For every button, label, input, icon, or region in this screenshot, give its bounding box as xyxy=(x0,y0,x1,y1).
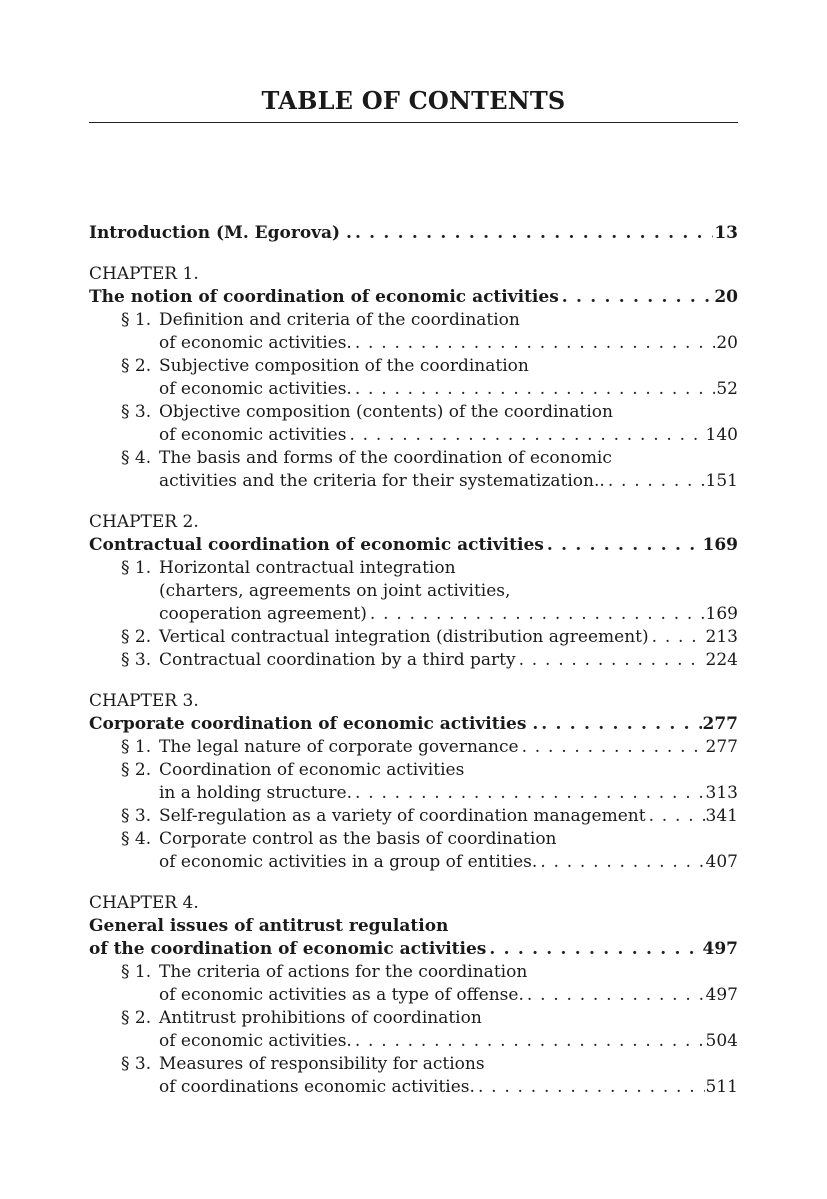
section-page: 151 xyxy=(705,471,738,491)
chapter-heading[interactable] xyxy=(89,713,738,736)
section-title-final xyxy=(159,649,738,672)
leader-dots xyxy=(547,534,702,557)
chapter-label: CHAPTER 2. xyxy=(89,512,199,532)
section-number xyxy=(89,736,159,759)
section-number xyxy=(89,355,159,401)
section-entry[interactable] xyxy=(89,557,738,626)
section-page: 511 xyxy=(705,1077,738,1097)
section-page: 313 xyxy=(705,783,738,803)
section-page: 407 xyxy=(705,852,738,872)
section-number xyxy=(89,626,159,649)
section-title-text: activities and the criteria for their systematization.. xyxy=(159,471,605,491)
section-title-line: The basis and forms of the coordination of economic xyxy=(159,448,612,468)
section-entry[interactable] xyxy=(89,759,738,805)
section-number-text: § 1. xyxy=(121,558,152,578)
section-entry[interactable] xyxy=(89,649,738,672)
section-body xyxy=(159,649,738,672)
section-entry[interactable] xyxy=(89,447,738,493)
section-entry[interactable] xyxy=(89,828,738,874)
section-title-text: of economic activities. xyxy=(159,333,352,353)
section-number-text: § 3. xyxy=(121,806,152,826)
section-title-final xyxy=(159,1076,738,1099)
section-title-text: of economic activities as a type of offense. xyxy=(159,985,524,1005)
section-title-text: The legal nature of corporate governance xyxy=(159,737,519,757)
section-number xyxy=(89,828,159,874)
section-page: 277 xyxy=(705,737,738,757)
section-title-line: Horizontal contractual integration xyxy=(159,558,456,578)
page-title: TABLE OF CONTENTS xyxy=(261,86,566,115)
chapter-label: CHAPTER 3. xyxy=(89,691,199,711)
section-title-final xyxy=(159,378,738,401)
leader-dots xyxy=(562,286,714,309)
section-body xyxy=(159,805,738,828)
section-page: 224 xyxy=(705,650,738,670)
section-page: 213 xyxy=(705,627,738,647)
section-body xyxy=(159,626,738,649)
leader-dots xyxy=(489,938,701,961)
chapter-heading[interactable] xyxy=(89,286,738,309)
leader-dots xyxy=(527,984,705,1007)
section-title-final xyxy=(159,424,738,447)
chapter-heading-text: Contractual coordination of economic activities xyxy=(89,535,544,555)
section-body xyxy=(159,447,738,493)
section-number-text: § 1. xyxy=(121,962,152,982)
chapter-heading-line: General issues of antitrust regulation xyxy=(89,916,449,936)
leader-dots xyxy=(608,470,705,493)
section-page: 169 xyxy=(705,604,738,624)
section-number-text: § 1. xyxy=(121,737,152,757)
section-body xyxy=(159,355,738,401)
section-body xyxy=(159,961,738,1007)
leader-dots xyxy=(370,603,705,626)
section-body xyxy=(159,759,738,805)
section-entry[interactable] xyxy=(89,355,738,401)
section-page: 497 xyxy=(705,985,738,1005)
section-number-text: § 2. xyxy=(121,627,152,647)
chapter-heading[interactable] xyxy=(89,534,738,557)
section-title-final xyxy=(159,626,738,649)
section-number xyxy=(89,447,159,493)
section-number-text: § 3. xyxy=(121,1054,152,1074)
section-entry[interactable] xyxy=(89,805,738,828)
section-number-text: § 4. xyxy=(121,829,152,849)
leader-dots xyxy=(355,378,716,401)
section-title-final xyxy=(159,1030,738,1053)
section-entry[interactable] xyxy=(89,401,738,447)
section-number xyxy=(89,649,159,672)
leader-dots xyxy=(349,424,704,447)
section-entry[interactable] xyxy=(89,961,738,1007)
toc-list xyxy=(89,222,738,1099)
section-body xyxy=(159,1053,738,1099)
section-number xyxy=(89,1053,159,1099)
chapter-page: 20 xyxy=(714,287,738,307)
section-body xyxy=(159,309,738,355)
section-number xyxy=(89,557,159,626)
section-number-text: § 3. xyxy=(121,650,152,670)
section-title-final xyxy=(159,332,738,355)
section-title-line: Objective composition (contents) of the coordination xyxy=(159,402,613,422)
section-title-line: The criteria of actions for the coordination xyxy=(159,962,528,982)
section-title-line: Definition and criteria of the coordination xyxy=(159,310,520,330)
section-title-line: Measures of responsibility for actions xyxy=(159,1054,485,1074)
section-page: 341 xyxy=(705,806,738,826)
leader-dots xyxy=(540,851,704,874)
section-body xyxy=(159,736,738,759)
section-title-text: of economic activities xyxy=(159,425,347,445)
section-number xyxy=(89,401,159,447)
leader-dots xyxy=(355,222,713,245)
section-number-text: § 3. xyxy=(121,402,152,422)
chapter-heading-text: of the coordination of economic activities xyxy=(89,939,487,959)
toc-entry-introduction[interactable] xyxy=(89,222,738,245)
section-body xyxy=(159,828,738,874)
section-title-final xyxy=(159,736,738,759)
section-title-final xyxy=(159,805,738,828)
section-number xyxy=(89,759,159,805)
chapter-heading-text: The notion of coordination of economic activities xyxy=(89,287,559,307)
chapter-label: CHAPTER 4. xyxy=(89,893,199,913)
section-title-text: of economic activities in a group of entities. xyxy=(159,852,538,872)
section-page: 52 xyxy=(716,379,738,399)
chapter-page: 169 xyxy=(702,535,738,555)
section-title-text: in a holding structure. xyxy=(159,783,353,803)
section-entry[interactable] xyxy=(89,1053,738,1099)
section-body xyxy=(159,1007,738,1053)
section-title-text: Vertical contractual integration (distribution agreement) xyxy=(159,627,649,647)
section-number xyxy=(89,309,159,355)
leader-dots xyxy=(355,1030,705,1053)
section-page: 20 xyxy=(716,333,738,353)
section-entry[interactable] xyxy=(89,736,738,759)
leader-dots xyxy=(519,649,705,672)
section-title-line: Coordination of economic activities xyxy=(159,760,465,780)
section-entry[interactable] xyxy=(89,1007,738,1053)
section-title-text: cooperation agreement) xyxy=(159,604,367,624)
section-title-final xyxy=(159,470,738,493)
chapter-label: CHAPTER 1. xyxy=(89,264,199,284)
section-body xyxy=(159,557,738,626)
section-title-line: (charters, agreements on joint activities, xyxy=(159,581,511,601)
section-title-line: Corporate control as the basis of coordination xyxy=(159,829,557,849)
section-title-line: Subjective composition of the coordination xyxy=(159,356,529,376)
chapter-heading[interactable] xyxy=(89,938,738,961)
section-title-text: of economic activities. xyxy=(159,1031,352,1051)
chapter-heading-text: Corporate coordination of economic activities . xyxy=(89,714,539,734)
section-number xyxy=(89,1007,159,1053)
section-page: 504 xyxy=(705,1031,738,1051)
section-title-final xyxy=(159,851,738,874)
section-title-line: Antitrust prohibitions of coordination xyxy=(159,1008,482,1028)
section-number xyxy=(89,961,159,1007)
section-title-final xyxy=(159,782,738,805)
leader-dots xyxy=(522,736,705,759)
leader-dots xyxy=(478,1076,705,1099)
section-number-text: § 2. xyxy=(121,356,152,376)
section-entry[interactable] xyxy=(89,309,738,355)
section-number-text: § 2. xyxy=(121,760,152,780)
intro-page: 13 xyxy=(714,223,738,243)
section-body xyxy=(159,401,738,447)
section-title-final xyxy=(159,603,738,626)
title-rule xyxy=(89,122,738,123)
leader-dots xyxy=(355,332,716,355)
chapter-page: 497 xyxy=(702,939,738,959)
section-title-text: Contractual coordination by a third party xyxy=(159,650,516,670)
section-page: 140 xyxy=(705,425,738,445)
section-number-text: § 4. xyxy=(121,448,152,468)
leader-dots xyxy=(649,805,705,828)
intro-text: Introduction (M. Egorova) . xyxy=(89,223,352,243)
section-title-text: of coordinations economic activities. xyxy=(159,1077,475,1097)
leader-dots xyxy=(652,626,705,649)
section-number-text: § 1. xyxy=(121,310,152,330)
section-entry[interactable] xyxy=(89,626,738,649)
section-number-text: § 2. xyxy=(121,1008,152,1028)
section-title-text: of economic activities. xyxy=(159,379,352,399)
section-number xyxy=(89,805,159,828)
leader-dots xyxy=(355,782,705,805)
leader-dots xyxy=(541,713,701,736)
section-title-text: Self-regulation as a variety of coordination management xyxy=(159,806,646,826)
section-title-final xyxy=(159,984,738,1007)
chapter-page: 277 xyxy=(702,714,738,734)
